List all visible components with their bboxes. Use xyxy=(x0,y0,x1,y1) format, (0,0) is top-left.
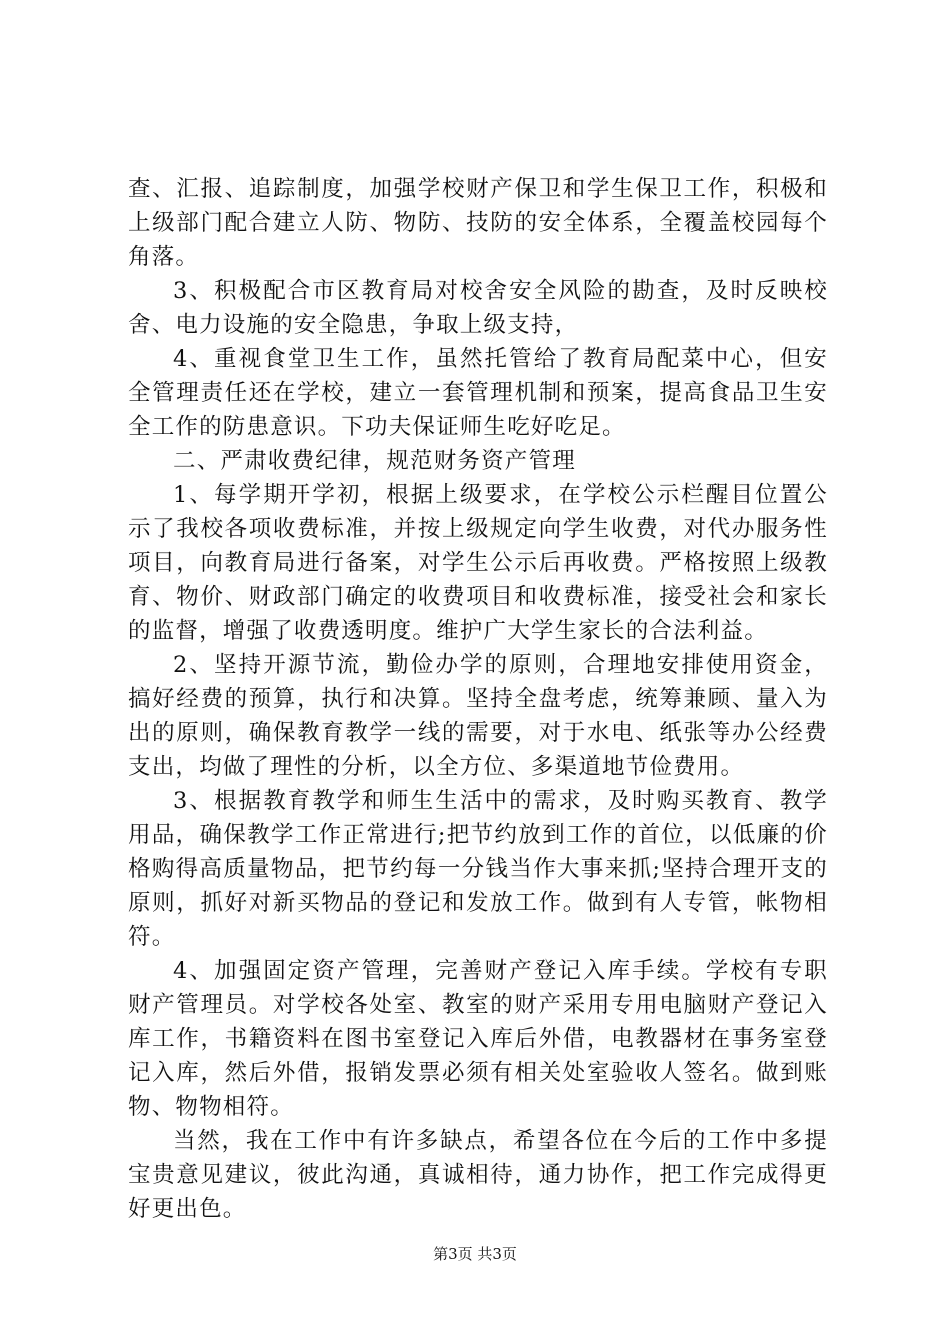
section-heading: 二、严肃收费纪律，规范财务资产管理 xyxy=(173,448,576,474)
document-body xyxy=(128,172,828,1226)
page-number-footer: 第3页 共3页 xyxy=(433,1245,517,1263)
paragraph-finance-2: 2、坚持开源节流，勤俭办学的原则，合理地安排使用资金，搞好经费的预算，执行和决算。坚持全盘考虑，统筹兼顾、量入为出的原则，确保教育教学一线的需要，对于水电、纸张等办公经费支出，均做了理性的分析，以全方位、多渠道地节俭费用。 xyxy=(128,652,828,780)
paragraph-finance-1: 1、每学期开学初，根据上级要求，在学校公示栏醒目位置公示了我校各项收费标准，并按上级规定向学生收费，对代办服务性项目，向教育局进行备案，对学生公示后再收费。严格按照上级教育、物价、财政部门确定的收费项目和收费标准，接受社会和家长的监督，增强了收费透明度。维护广大学生家长的合法利益。 xyxy=(128,482,828,644)
paragraph-item-4: 4、重视食堂卫生工作，虽然托管给了教育局配菜中心，但安全管理责任还在学校，建立一套管理机制和预案，提高食品卫生安全工作的防患意识。下功夫保证师生吃好吃足。 xyxy=(128,346,828,440)
paragraph-finance-4: 4、加强固定资产管理，完善财产登记入库手续。学校有专职财产管理员。对学校各处室、教室的财产采用专用电脑财产登记入库工作，书籍资料在图书室登记入库后外借，电教器材在事务室登记入库，然后外借，报销发票必须有相关处室验收人签名。做到账物、物物相符。 xyxy=(128,958,828,1120)
paragraph-continuation: 查、汇报、追踪制度，加强学校财产保卫和学生保卫工作，积极和上级部门配合建立人防、物防、技防的安全体系，全覆盖校园每个角落。 xyxy=(128,176,828,270)
paragraph-finance-3: 3、根据教育教学和师生生活中的需求，及时购买教育、教学用品，确保教学工作正常进行;把节约放到工作的首位，以低廉的价格购得高质量物品，把节约每一分钱当作大事来抓;坚持合理开支的原则，抓好对新买物品的登记和发放工作。做到有人专管，帐物相符。 xyxy=(128,788,828,950)
paragraph-item-3: 3、积极配合市区教育局对校舍安全风险的勘查，及时反映校舍、电力设施的安全隐患，争取上级支持， xyxy=(128,278,828,338)
paragraph-closing: 当然，我在工作中有许多缺点，希望各位在今后的工作中多提宝贵意见建议，彼此沟通，真诚相待，通力协作，把工作完成得更好更出色。 xyxy=(128,1128,828,1222)
